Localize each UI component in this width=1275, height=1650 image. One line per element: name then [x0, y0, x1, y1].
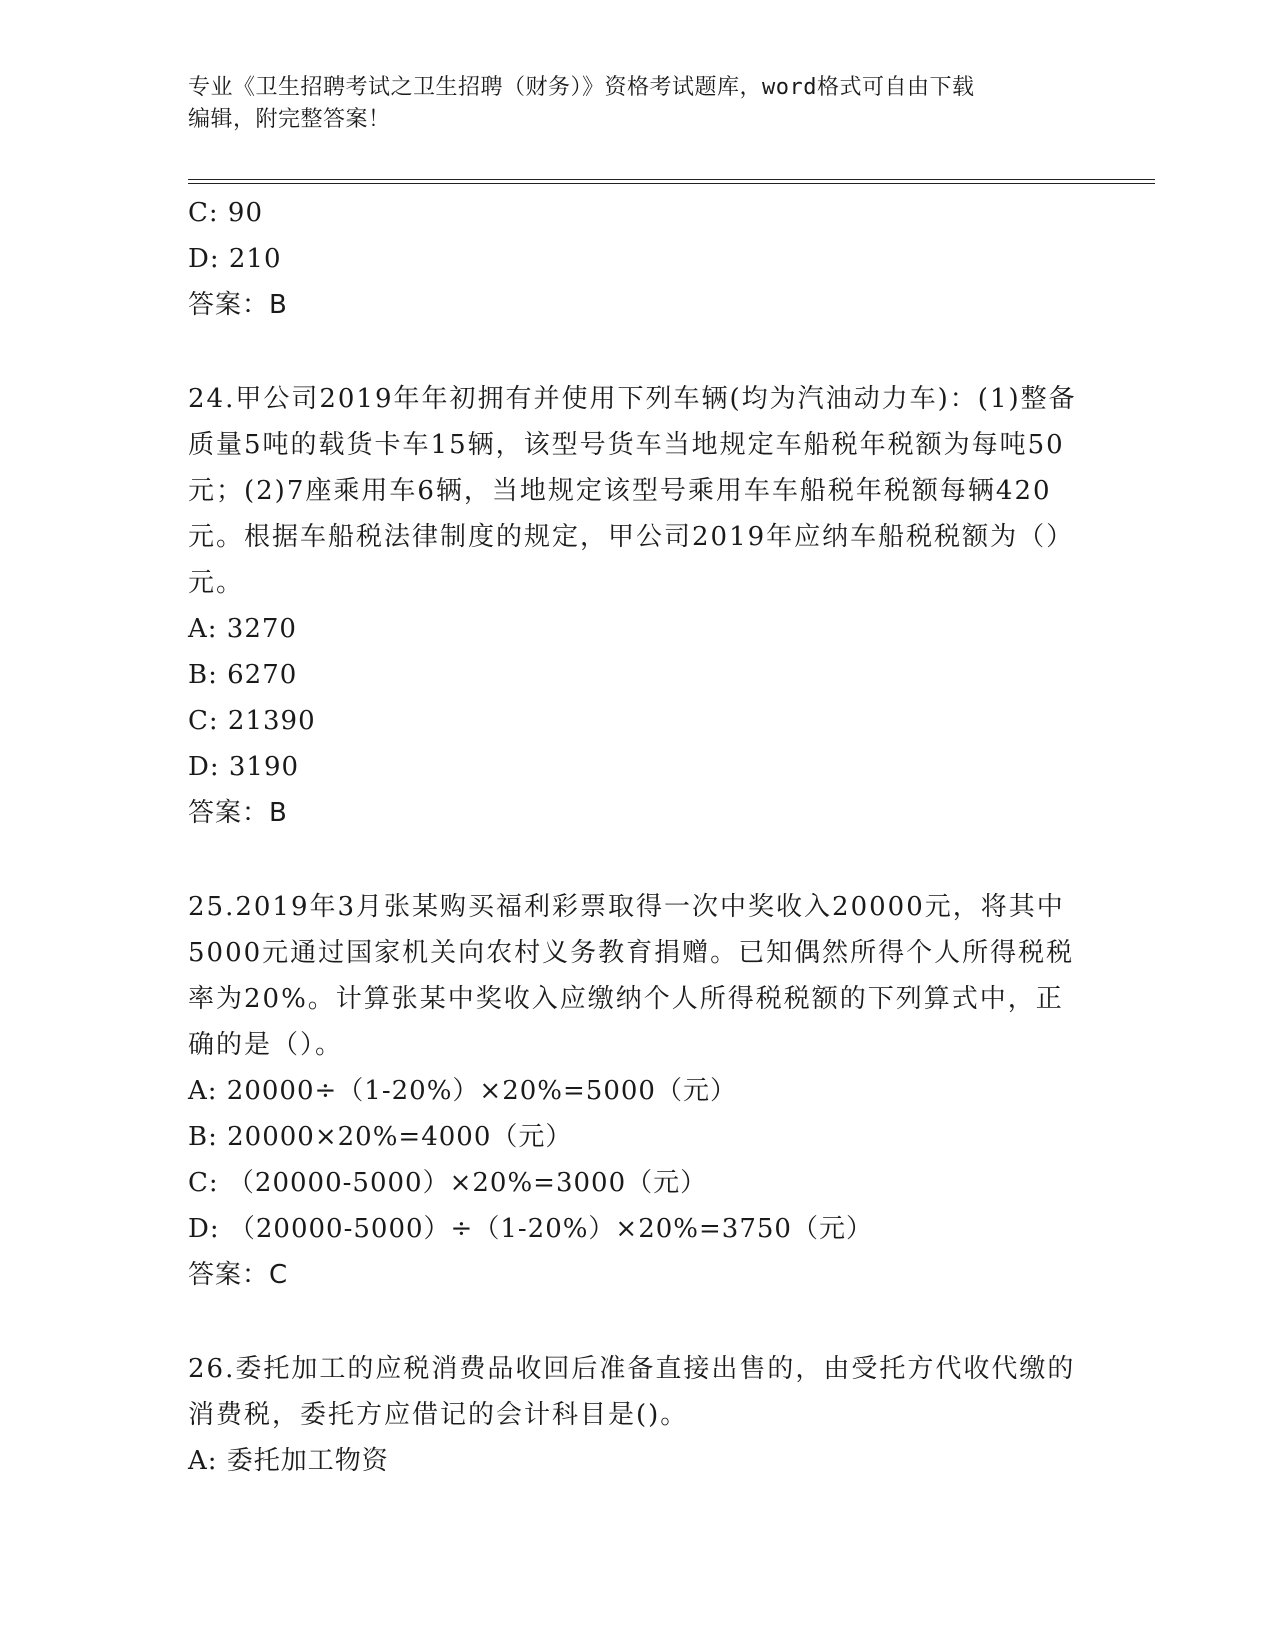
- option-d: D: 3190: [188, 752, 300, 782]
- option-a: A: 委托加工物资: [188, 1446, 389, 1476]
- question-content: [188, 190, 1088, 1484]
- option-b: B: 6270: [188, 660, 298, 690]
- option-c: C: （20000-5000）×20%=3000（元）: [188, 1168, 708, 1198]
- option-d: D: （20000-5000）÷（1-20%）×20%=3750（元）: [188, 1214, 873, 1244]
- option-a: A: 3270: [188, 614, 297, 644]
- option-a: A: 20000÷（1-20%）×20%=5000（元）: [188, 1076, 737, 1106]
- option-b: B: 20000×20%=4000（元）: [188, 1122, 573, 1152]
- question-24: [188, 376, 1088, 836]
- question-text: 26.委托加工的应税消费品收回后准备直接出售的，由受托方代收代缴的消费税，委托方应借记的会计科目是()。: [188, 1354, 1076, 1430]
- header-title-line-2: 编辑，附完整答案！: [188, 107, 391, 132]
- answer-label: 答案：C: [188, 1260, 289, 1290]
- header-title-line-1: 专业《卫生招聘考试之卫生招聘（财务）》资格考试题库，word格式可自由下载: [188, 75, 975, 100]
- question-25: [188, 884, 1088, 1298]
- option-c: C: 21390: [188, 706, 316, 736]
- question-text: 25.2019年3月张某购买福利彩票取得一次中奖收入20000元，将其中5000元通过国家机关向农村义务教育捐赠。已知偶然所得个人所得税税率为20%。计算张某中奖收入应缴纳个人所得税税额的下列算式中，正确的是（）。: [188, 892, 1075, 1060]
- question-26: [188, 1346, 1088, 1484]
- spacer: [188, 1298, 1088, 1346]
- answer-label: 答案：B: [188, 798, 288, 828]
- answer-label: 答案：B: [188, 290, 288, 320]
- option-d: D: 210: [188, 244, 282, 274]
- header-divider-top: [188, 179, 1155, 180]
- header-divider-bottom: [188, 183, 1155, 184]
- spacer: [188, 328, 1088, 376]
- question-23-tail: [188, 190, 1088, 328]
- question-text: 24.甲公司2019年年初拥有并使用下列车辆(均为汽油动力车)：(1)整备质量5吨的载货卡车15辆，该型号货车当地规定车船税年税额为每吨50元；(2)7座乘用车6辆，当地规定该型号乘用车车船税年税额每辆420元。根据车船税法律制度的规定，甲公司2019年应纳车船税税额为（）元。: [188, 384, 1077, 598]
- option-c: C: 90: [188, 198, 264, 228]
- page-header: [188, 72, 1068, 136]
- spacer: [188, 836, 1088, 884]
